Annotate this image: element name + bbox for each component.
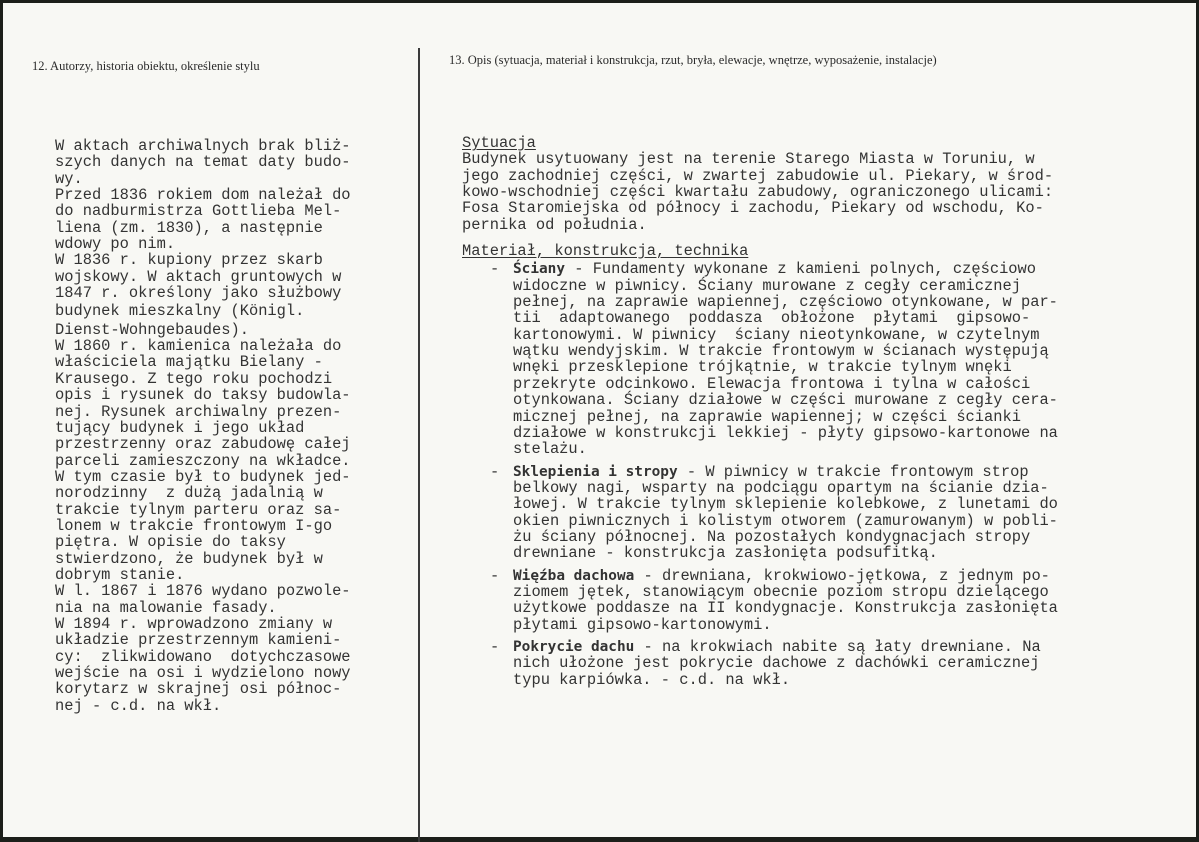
history-line: nej. Rysunek archiwalny prezen-: [55, 402, 342, 421]
history-line: W l. 1867 i 1876 wydano pozwole-: [55, 582, 351, 601]
item-text: - na krokwiach nabite są łaty drewniane. Na: [634, 637, 1041, 656]
history-text: [55, 138, 395, 714]
description-text: [462, 135, 1142, 688]
history-line: W tym czasie był to budynek jed-: [55, 467, 351, 486]
item-term: Więźba dachowa: [513, 567, 635, 584]
material-section: [462, 243, 1142, 688]
scanned-form-page: [3, 3, 1196, 837]
item-line: wnęki przesklepione trójkątnie, w trakcie tylnym wnęki: [513, 358, 1012, 377]
item-line: żu ściany północnej. Na pozostałych kondygnacjach stropy: [513, 527, 1031, 546]
material-item-roof-truss: [462, 568, 1142, 633]
item-line: kartonowymi. W piwnicy ściany nieotynkowane, w czytelnym: [513, 325, 1040, 344]
history-line: nia na malowanie fasady.: [55, 598, 277, 617]
situation-line: kowo-wschodniej części kwartału zabudowy, ograniczonego ulicami:: [462, 183, 1054, 202]
item-term: Ściany: [513, 261, 565, 278]
item-line: użytkowe poddasze na II kondygnacje. Konstrukcja zasłonięta: [513, 599, 1058, 618]
history-line: do nadburmistrza Gottlieba Mel-: [55, 202, 342, 221]
history-line: właściciela majątku Bielany -: [55, 353, 323, 372]
history-line: szych danych na temat daty budo-: [55, 153, 351, 172]
history-line: cy: zlikwidowano dotychczasowe: [55, 647, 351, 666]
history-line: wejście na osi i wydzielono nowy: [55, 664, 351, 682]
item-line: otynkowana. Ściany działowe w części murowane z cegły cera-: [513, 391, 1058, 410]
item-line: typu karpiówka. - c.d. na wkł.: [513, 670, 791, 689]
item-line: okien piwnicznych i kolistym otworem (zamurowanym) w pobli-: [513, 511, 1058, 530]
item-line: widoczne w piwnicy. Ściany murowane z cegły ceramicznej: [513, 276, 1021, 295]
history-line: W 1860 r. kamienica należała do: [55, 337, 342, 356]
history-line: W aktach archiwalnych brak bliż-: [55, 137, 351, 155]
item-line: nich ułożone jest pokrycie dachowe z dachówki ceramicznej: [513, 654, 1040, 673]
item-line: łowej. W trakcie tylnym sklepienie kolebkowe, z lunetami do: [513, 495, 1058, 514]
history-line: opis i rysunek do taksy budowla-: [55, 386, 351, 405]
history-line: trakcie tylnym parteru oraz sa-: [55, 500, 342, 519]
history-line: norodzinny z dużą jadalnią w: [55, 484, 323, 503]
item-line: wątku wendyjskim. W trakcie frontowym w ścianach występują: [513, 342, 1049, 361]
item-line: micznej pełnej, na zaprawie wapiennej; w części ścianki: [513, 407, 1021, 426]
item-line: tii adaptowanego poddasza obłożone płytami gipsowo-: [513, 309, 1031, 328]
history-line: piętra. W opisie do taksy: [55, 533, 286, 552]
history-line: W 1894 r. wprowadzono zmiany w: [55, 614, 333, 633]
item-line: drewniane - konstrukcja zasłonięta podsufitką.: [513, 544, 938, 563]
material-item-roof-covering: [462, 639, 1142, 688]
history-line: stwierdzono, że budynek był w: [55, 549, 323, 568]
history-line: wdowy po nim.: [55, 235, 176, 254]
column-divider: [418, 48, 420, 842]
item-term: Sklepienia i stropy: [513, 463, 678, 480]
history-line: tujący budynek i jego układ: [55, 418, 305, 437]
history-line: budynek mieszkalny (Königl.: [55, 302, 305, 321]
history-line: lonem w trakcie frontowym I-go: [55, 516, 333, 535]
situation-heading: Sytuacja: [462, 134, 536, 152]
bullet-dash: -: [490, 637, 500, 656]
section-12-header: 12. Autorzy, historia obiektu, określenie stylu: [32, 59, 260, 73]
bullet-dash: -: [490, 566, 500, 585]
history-line: parceli zamieszczony na wkładce.: [55, 451, 351, 470]
history-line: korytarz w skrajnej osi północ-: [55, 680, 342, 699]
history-line: Przed 1836 rokiem dom należał do: [55, 186, 351, 205]
history-line: wy.: [55, 169, 83, 188]
item-text: - Fundamenty wykonane z kamieni polnych, częściowo: [564, 260, 1037, 279]
item-text: - W piwnicy w trakcie frontowym strop: [677, 462, 1029, 481]
section-13-header: 13. Opis (sytuacja, materiał i konstrukcja, rzut, bryła, elewacje, wnętrze, wyposażenie, instalacje): [449, 53, 937, 67]
history-line: wojskowy. W aktach gruntowych w: [55, 267, 342, 286]
situation-line: Budynek usytuowany jest na terenie Starego Miasta w Toruniu, w: [462, 150, 1035, 169]
history-line: układzie przestrzennym kamieni-: [55, 631, 342, 650]
material-heading: Materiał, konstrukcja, technika: [462, 242, 749, 261]
item-term: Pokrycie dachu: [513, 638, 635, 655]
item-line: pełnej, na zaprawie wapiennej, częściowo otynkowane, w par-: [513, 293, 1058, 312]
history-line: Krausego. Z tego roku pochodzi: [55, 369, 333, 388]
history-line: dobrym stanie.: [55, 565, 185, 584]
history-line: liena (zm. 1830), a następnie: [55, 218, 323, 237]
item-text: - drewniana, krokwiowo-jętkowa, z jednym po-: [634, 566, 1050, 585]
history-line: przestrzenny oraz zabudowę całej: [55, 435, 351, 454]
item-line: stelażu.: [513, 440, 587, 459]
situation-line: jego zachodniej części, w zwartej zabudowie ul. Piekary, w środ-: [462, 166, 1054, 185]
material-item-walls: [462, 261, 1142, 457]
bullet-dash: -: [490, 462, 500, 481]
item-line: ziomem jętek, stanowiącym obecnie poziom stropu dzielącego: [513, 582, 1049, 601]
history-line: nej - c.d. na wkł.: [55, 696, 222, 715]
item-line: przekryte odcinkowo. Elewacja frontowa i tylna w całości: [513, 374, 1031, 393]
situation-section: [462, 135, 1142, 233]
situation-line: Fosa Staromiejska od północy i zachodu, Piekary od wschodu, Ko-: [462, 199, 1044, 218]
item-line: płytami gipsowo-kartonowymi.: [513, 615, 772, 634]
history-line: W 1836 r. kupiony przez skarb: [55, 251, 323, 270]
history-line: 1847 r. określony jako służbowy: [55, 284, 342, 303]
item-line: belkowy nagi, wsparty na podciągu opartym na ścianie dzia-: [513, 478, 1049, 497]
bullet-dash: -: [490, 260, 500, 279]
material-item-vaults-ceilings: [462, 464, 1142, 562]
item-line: działowe w konstrukcji lekkiej - płyty gipsowo-kartonowe na: [513, 423, 1058, 442]
situation-line: pernika od południa.: [462, 215, 647, 234]
history-line: Dienst-Wohngebaudes).: [55, 320, 249, 339]
